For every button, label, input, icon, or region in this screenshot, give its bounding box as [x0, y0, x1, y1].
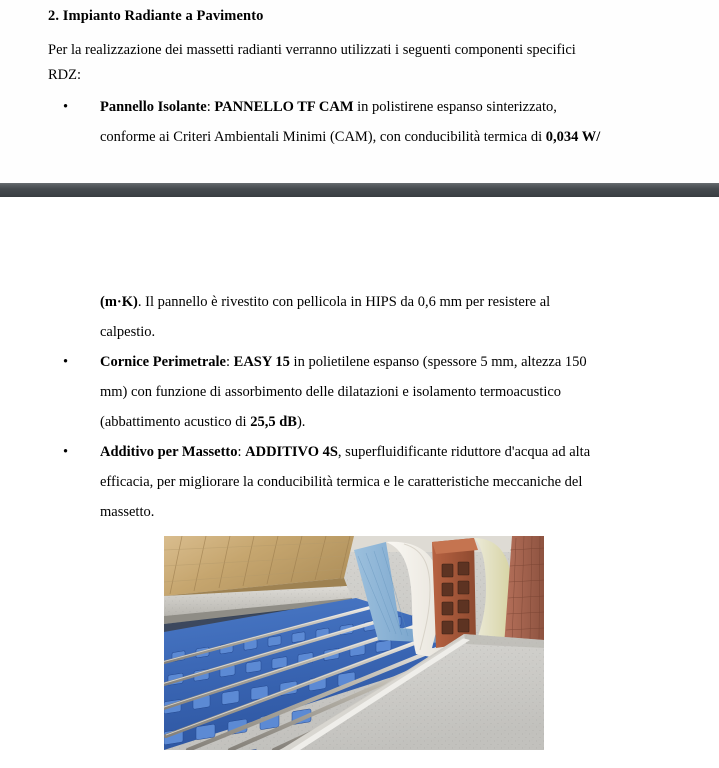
list-item — [100, 92, 557, 122]
list-item-label: Additivo per Massetto — [100, 444, 238, 460]
list-item-unit: (m·K) — [100, 294, 138, 310]
list-item-text: conforme ai Criteri Ambientali Minimi (CAM), con conducibilità termica di — [100, 129, 546, 145]
intro-paragraph-line-2: RDZ: — [48, 67, 82, 83]
list-item-text: in polietilene espanso (spessore 5 mm, altezza 150 — [289, 354, 587, 370]
list-item-value: 0,034 W/ — [545, 129, 601, 145]
list-item-text: . Il pannello è rivestito con pellicola in HIPS da 0,6 mm per resistere al — [137, 294, 551, 310]
page-break-divider — [0, 183, 719, 197]
list-item-colon: : — [206, 99, 215, 115]
radiant-floor-figure — [164, 536, 544, 750]
list-item-colon: : — [226, 354, 234, 370]
list-bullet-marker: • — [63, 354, 69, 370]
list-item-text-tail: ). — [296, 414, 306, 430]
radiant-floor-illustration — [164, 536, 544, 750]
list-item-continuation: efficacia, per migliorare la conducibilità termica e le caratteristiche meccaniche del — [100, 474, 583, 490]
list-item-label: Pannello Isolante — [100, 99, 207, 115]
list-item-text: in polistirene espanso sinterizzato, — [353, 99, 557, 115]
list-item-product: PANNELLO TF CAM — [214, 99, 354, 115]
list-item-continuation — [100, 122, 600, 152]
list-bullet-marker: • — [63, 99, 69, 115]
list-item-continuation — [100, 287, 550, 317]
list-item-text: , superfluidificante riduttore d'acqua ad alta — [337, 444, 591, 460]
list-bullet-marker: • — [63, 444, 69, 460]
list-item-continuation: massetto. — [100, 504, 155, 520]
list-item-continuation: mm) con funzione di assorbimento delle dilatazioni e isolamento termoacustico — [100, 384, 562, 400]
list-item-continuation: calpestio. — [100, 324, 156, 340]
intro-paragraph-line-1: Per la realizzazione dei massetti radianti verranno utilizzati i seguenti componenti specifici — [48, 42, 576, 58]
list-item-product: EASY 15 — [233, 354, 290, 370]
document-fragment-top — [0, 0, 719, 183]
page-title: 2. Impianto Radiante a Pavimento — [48, 8, 264, 24]
list-item-label: Cornice Perimetrale — [100, 354, 226, 370]
brick-layer — [432, 538, 478, 648]
list-item-colon: : — [237, 444, 246, 460]
list-item-continuation — [100, 407, 305, 437]
list-item-text: (abbattimento acustico di — [100, 414, 251, 430]
list-item-value: 25,5 dB — [250, 414, 297, 430]
list-item-product: ADDITIVO 4S — [245, 444, 338, 460]
list-item — [100, 347, 587, 377]
list-item — [100, 437, 590, 467]
